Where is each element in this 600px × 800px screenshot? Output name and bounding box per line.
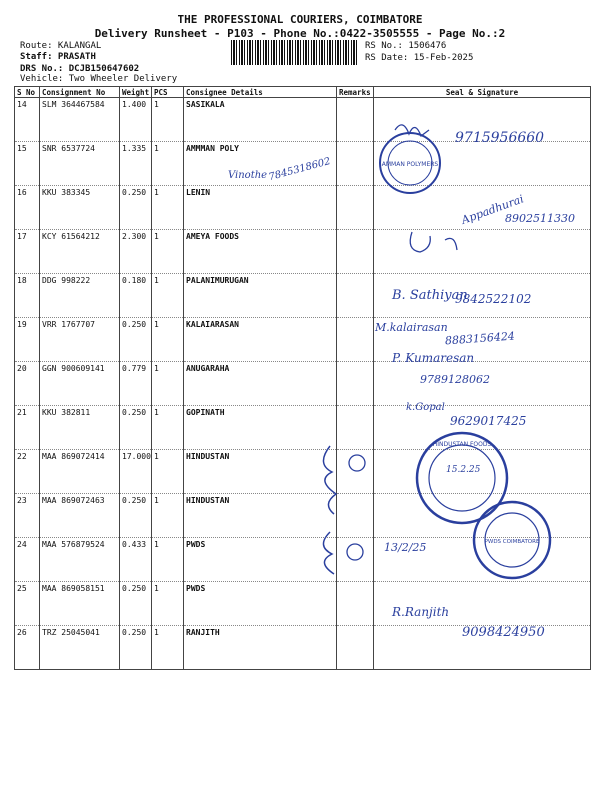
table-row xyxy=(15,582,591,626)
row-sno: 18 xyxy=(15,274,40,318)
col-sno-header: S No xyxy=(15,87,40,98)
row-consignee: SASIKALA xyxy=(184,98,337,142)
row-sno: 23 xyxy=(15,494,40,538)
row-consignee: LENIN xyxy=(184,186,337,230)
row-weight: 1.400 xyxy=(120,98,152,142)
stamp-a-text: AMMAN POLYMERS xyxy=(381,161,439,168)
handwritten-phone-26: 9098424950 xyxy=(462,625,545,640)
row-consignment-no: MAA 869058151 xyxy=(40,582,120,626)
handwritten-phone-15: 7845318602 xyxy=(267,156,332,184)
row-sno: 15 xyxy=(15,142,40,186)
row-consignment-no: KCY 61564212 xyxy=(40,230,120,274)
row-pcs: 1 xyxy=(152,626,184,670)
stamp-b-date: 15.2.25 xyxy=(446,465,481,475)
row-remarks xyxy=(337,406,374,450)
row-consignee: PALANIMURUGAN xyxy=(184,274,337,318)
row-consignee: PWDS xyxy=(184,538,337,582)
staff-label: Staff: PRASATH xyxy=(20,52,96,62)
handwritten-phone-16: 8902511330 xyxy=(505,212,575,225)
row-consignee: KALAIARASAN xyxy=(184,318,337,362)
row-seal-signature xyxy=(374,450,591,494)
handwritten-name-19: M.kalairasan xyxy=(375,321,448,334)
row-consignment-no: DDG 998222 xyxy=(40,274,120,318)
row-sno: 21 xyxy=(15,406,40,450)
row-consignment-no: MAA 869072414 xyxy=(40,450,120,494)
row-sno: 25 xyxy=(15,582,40,626)
row-pcs: 1 xyxy=(152,450,184,494)
row-weight: 0.250 xyxy=(120,582,152,626)
handwritten-phone-19: 8883156424 xyxy=(444,329,516,348)
row-seal-signature xyxy=(374,318,591,362)
row-sno: 20 xyxy=(15,362,40,406)
handwritten-name-21: k.Gopal xyxy=(406,402,445,413)
row-seal-signature xyxy=(374,274,591,318)
table-row xyxy=(15,318,591,362)
row-sno: 24 xyxy=(15,538,40,582)
row-weight: 0.250 xyxy=(120,406,152,450)
row-consignment-no: SNR 6537724 xyxy=(40,142,120,186)
table-row xyxy=(15,538,591,582)
row-consignment-no: TRZ 25045041 xyxy=(40,626,120,670)
table-row xyxy=(15,362,591,406)
route-label: Route: KALANGAL xyxy=(20,41,102,51)
handwritten-name-26: R.Ranjith xyxy=(392,605,450,619)
table-row xyxy=(15,98,591,142)
row-consignee: AMMMAN POLY xyxy=(184,142,337,186)
row-seal-signature xyxy=(374,626,591,670)
row-weight: 0.250 xyxy=(120,318,152,362)
row-seal-signature xyxy=(374,142,591,186)
handwritten-date-25: 13/2/25 xyxy=(384,541,427,554)
row-weight: 1.335 xyxy=(120,142,152,186)
table-row xyxy=(15,626,591,670)
row-consignee: HINDUSTAN xyxy=(184,450,337,494)
row-remarks xyxy=(337,362,374,406)
row-weight: 0.180 xyxy=(120,274,152,318)
row-seal-signature xyxy=(374,538,591,582)
row-sno: 19 xyxy=(15,318,40,362)
row-pcs: 1 xyxy=(152,98,184,142)
handwritten-phone-20: 9789128062 xyxy=(420,373,490,386)
row-consignment-no: SLM 364467584 xyxy=(40,98,120,142)
row-pcs: 1 xyxy=(152,142,184,186)
row-remarks xyxy=(337,582,374,626)
table-row xyxy=(15,274,591,318)
row-sno: 16 xyxy=(15,186,40,230)
row-consignee: RANJITH xyxy=(184,626,337,670)
row-sno: 14 xyxy=(15,98,40,142)
row-pcs: 1 xyxy=(152,318,184,362)
col-remarks-header: Remarks xyxy=(337,87,374,98)
row-seal-signature xyxy=(374,186,591,230)
table-body xyxy=(15,98,591,670)
row-weight: 0.250 xyxy=(120,626,152,670)
runsheet-subtitle: Delivery Runsheet - P103 - Phone No.:0422-3505555 - Page No.:2 xyxy=(94,27,506,40)
table-row xyxy=(15,142,591,186)
table-row xyxy=(15,494,591,538)
table-row xyxy=(15,450,591,494)
stamp-c-text: PWDS COIMBATORE xyxy=(484,539,540,545)
row-pcs: 1 xyxy=(152,582,184,626)
row-weight: 0.250 xyxy=(120,186,152,230)
table-header-row xyxy=(15,87,591,98)
row-consignment-no: GGN 900609141 xyxy=(40,362,120,406)
table-row xyxy=(15,230,591,274)
col-consignee-header: Consignee Details xyxy=(184,87,337,98)
handwritten-name-16: Appadhurai xyxy=(459,192,526,227)
row-seal-signature xyxy=(374,98,591,142)
row-sno: 26 xyxy=(15,626,40,670)
handwritten-name-15: Vinothe xyxy=(228,170,268,181)
row-pcs: 1 xyxy=(152,362,184,406)
row-weight: 17.000 xyxy=(120,450,152,494)
col-consignment-header: Consignment No xyxy=(40,87,120,98)
row-pcs: 1 xyxy=(152,406,184,450)
row-pcs: 1 xyxy=(152,186,184,230)
row-seal-signature xyxy=(374,406,591,450)
row-pcs: 1 xyxy=(152,274,184,318)
row-consignment-no: MAA 869072463 xyxy=(40,494,120,538)
row-weight: 2.300 xyxy=(120,230,152,274)
row-consignee: ANUGARAHA xyxy=(184,362,337,406)
row-consignment-no: MAA 576879524 xyxy=(40,538,120,582)
handwritten-phone-18: 9842522102 xyxy=(455,292,532,306)
runsheet-table xyxy=(14,86,591,670)
row-remarks xyxy=(337,626,374,670)
row-remarks xyxy=(337,450,374,494)
row-consignee: AMEYA FOODS xyxy=(184,230,337,274)
col-weight-header: Weight xyxy=(120,87,152,98)
stamp-b-text: HINDUSTAN FOODS xyxy=(432,441,492,448)
handwritten-name-18: B. Sathiyan xyxy=(392,288,468,303)
row-pcs: 1 xyxy=(152,230,184,274)
handwritten-name-20: P. Kumaresan xyxy=(392,351,475,365)
row-remarks xyxy=(337,318,374,362)
rs-number: RS No.: 1506476 xyxy=(365,41,447,51)
vehicle-label: Vehicle: Two Wheeler Delivery xyxy=(20,74,178,84)
handwritten-phone-21: 9629017425 xyxy=(450,414,527,428)
row-consignment-no: KKU 382811 xyxy=(40,406,120,450)
handwritten-phone-14: 9715956660 xyxy=(455,130,545,146)
rs-date: RS Date: 15-Feb-2025 xyxy=(365,53,474,63)
row-sno: 17 xyxy=(15,230,40,274)
row-pcs: 1 xyxy=(152,494,184,538)
drs-number: DRS No.: DCJB150647602 xyxy=(20,64,140,74)
row-remarks xyxy=(337,494,374,538)
row-weight: 0.779 xyxy=(120,362,152,406)
row-remarks xyxy=(337,274,374,318)
row-seal-signature xyxy=(374,494,591,538)
row-seal-signature xyxy=(374,362,591,406)
row-remarks xyxy=(337,98,374,142)
row-weight: 0.433 xyxy=(120,538,152,582)
row-consignment-no: VRR 1767707 xyxy=(40,318,120,362)
row-remarks xyxy=(337,142,374,186)
barcode xyxy=(231,40,357,65)
col-seal-header: Seal & Signature xyxy=(374,87,591,98)
row-seal-signature xyxy=(374,582,591,626)
row-consignee: PWDS xyxy=(184,582,337,626)
row-seal-signature xyxy=(374,230,591,274)
row-consignment-no: KKU 383345 xyxy=(40,186,120,230)
row-consignee: HINDUSTAN xyxy=(184,494,337,538)
row-remarks xyxy=(337,186,374,230)
row-sno: 22 xyxy=(15,450,40,494)
row-pcs: 1 xyxy=(152,538,184,582)
table-row xyxy=(15,186,591,230)
company-title: THE PROFESSIONAL COURIERS, COIMBATORE xyxy=(177,13,423,26)
row-remarks xyxy=(337,538,374,582)
col-pcs-header: PCS xyxy=(152,87,184,98)
row-weight: 0.250 xyxy=(120,494,152,538)
row-remarks xyxy=(337,230,374,274)
row-consignee: GOPINATH xyxy=(184,406,337,450)
table-row xyxy=(15,406,591,450)
